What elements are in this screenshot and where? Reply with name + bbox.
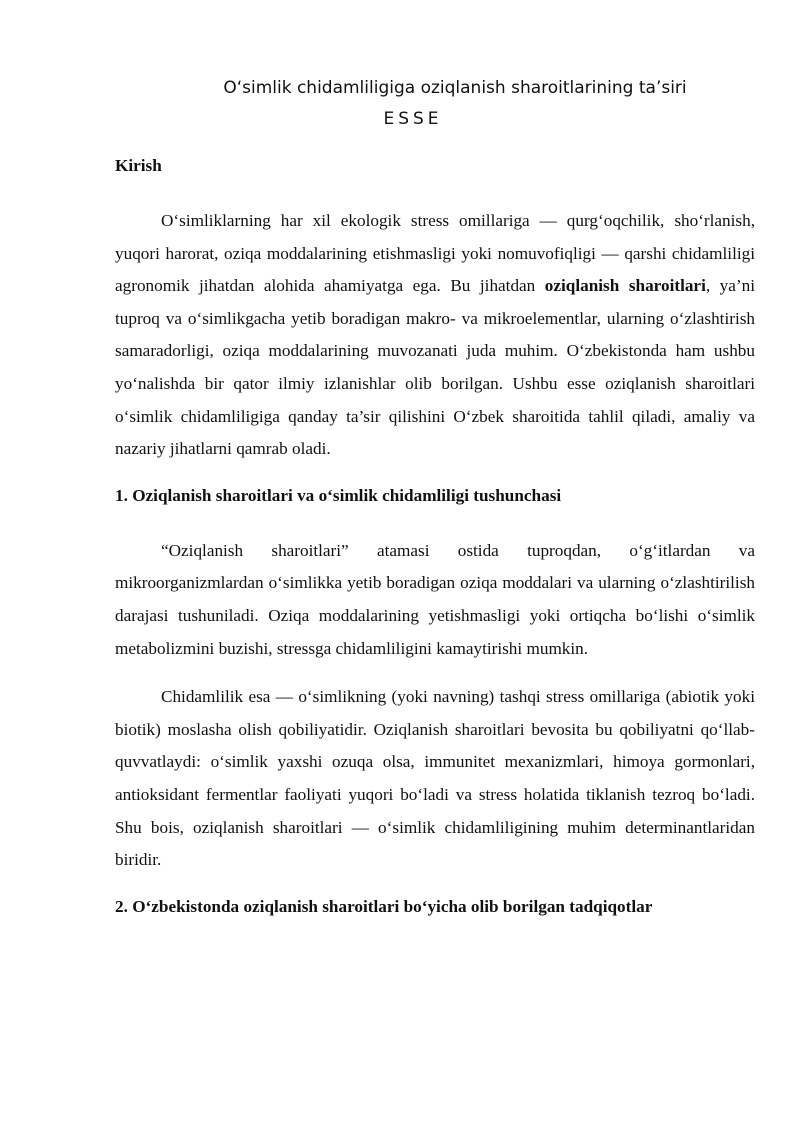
intro-text-end: , ya’ni tuproq va o‘simlikgacha yetib boradigan makro- va mikroelementlar, ularning o‘zlashtirish samaradorligi, oziqa moddalarining muvozanati juda muhim. O‘zbekistonda ham ushbu yo‘nalishda bir qator ilmiy izlanishlar olib borilgan. Ushbu esse oziqlanish sharoitlari o‘simlik chidamliligiga qanday ta’sir qilishini O‘zbek sharoitida tahlil qiladi, amaliy va nazariy jihatlarni qamrab oladi. bbox=[115, 276, 755, 459]
intro-text-start: O‘simliklarning har xil ekologik stress omillariga — qurg‘oqchilik, sho‘rlanish, yuqori harorat, oziqa moddalarining etishmasligi yoki nomuvofiqligi — qarshi chidamliligi agronomik jihatdan alohida ahamiyatga ega. Bu jihatdan bbox=[115, 211, 755, 296]
section1-paragraph-2: Chidamlilik esa — o‘simlikning (yoki navning) tashqi stress omillariga (abiotik yoki biotik) moslasha olish qobiliyatidir. Oziqlanish sharoitlari bevosita bu qobiliyatni qo‘llab-quvvatlaydi: o‘simlik yaxshi ozuqa olsa, immunitet mexanizmlari, himoya gormonlari, antioksidant fermentlar faoliyati yuqori bo‘ladi va stress holatida tiklanish tezroq bo‘ladi. Shu bois, oziqlanish sharoitlari — o‘simlik chidamliligining muhim determinantlaridan biridir. bbox=[115, 687, 755, 870]
section1-heading: 1. Oziqlanish sharoitlari va o‘simlik chidamliligi tushunchasi bbox=[115, 485, 562, 505]
document-title: O‘simlik chidamliligiga oziqlanish sharoitlarining ta’siri bbox=[223, 78, 687, 98]
document-body bbox=[115, 152, 755, 921]
section2-heading: 2. O‘zbekistonda oziqlanish sharoitlari bo‘yicha olib borilgan tadqiqotlar bbox=[115, 896, 653, 916]
document-subtitle: ESSE bbox=[383, 109, 443, 129]
intro-paragraph bbox=[115, 205, 755, 466]
intro-emphasis: oziqlanish sharoitlari bbox=[544, 276, 706, 296]
section1-paragraph-1: “Oziqlanish sharoitlari” atamasi ostida tuproqdan, o‘g‘itlardan va mikroorganizmlardan o‘simlikka yetib boradigan oziqa moddalari va ularning o‘zlashtirilish darajasi tushuniladi. Oziqa moddalarining yetishmasligi yoki ortiqcha bo‘lishi o‘simlik metabolizmini buzishi, stressga chidamliligini kamaytirishi mumkin. bbox=[115, 540, 755, 658]
intro-heading: Kirish bbox=[115, 156, 162, 175]
